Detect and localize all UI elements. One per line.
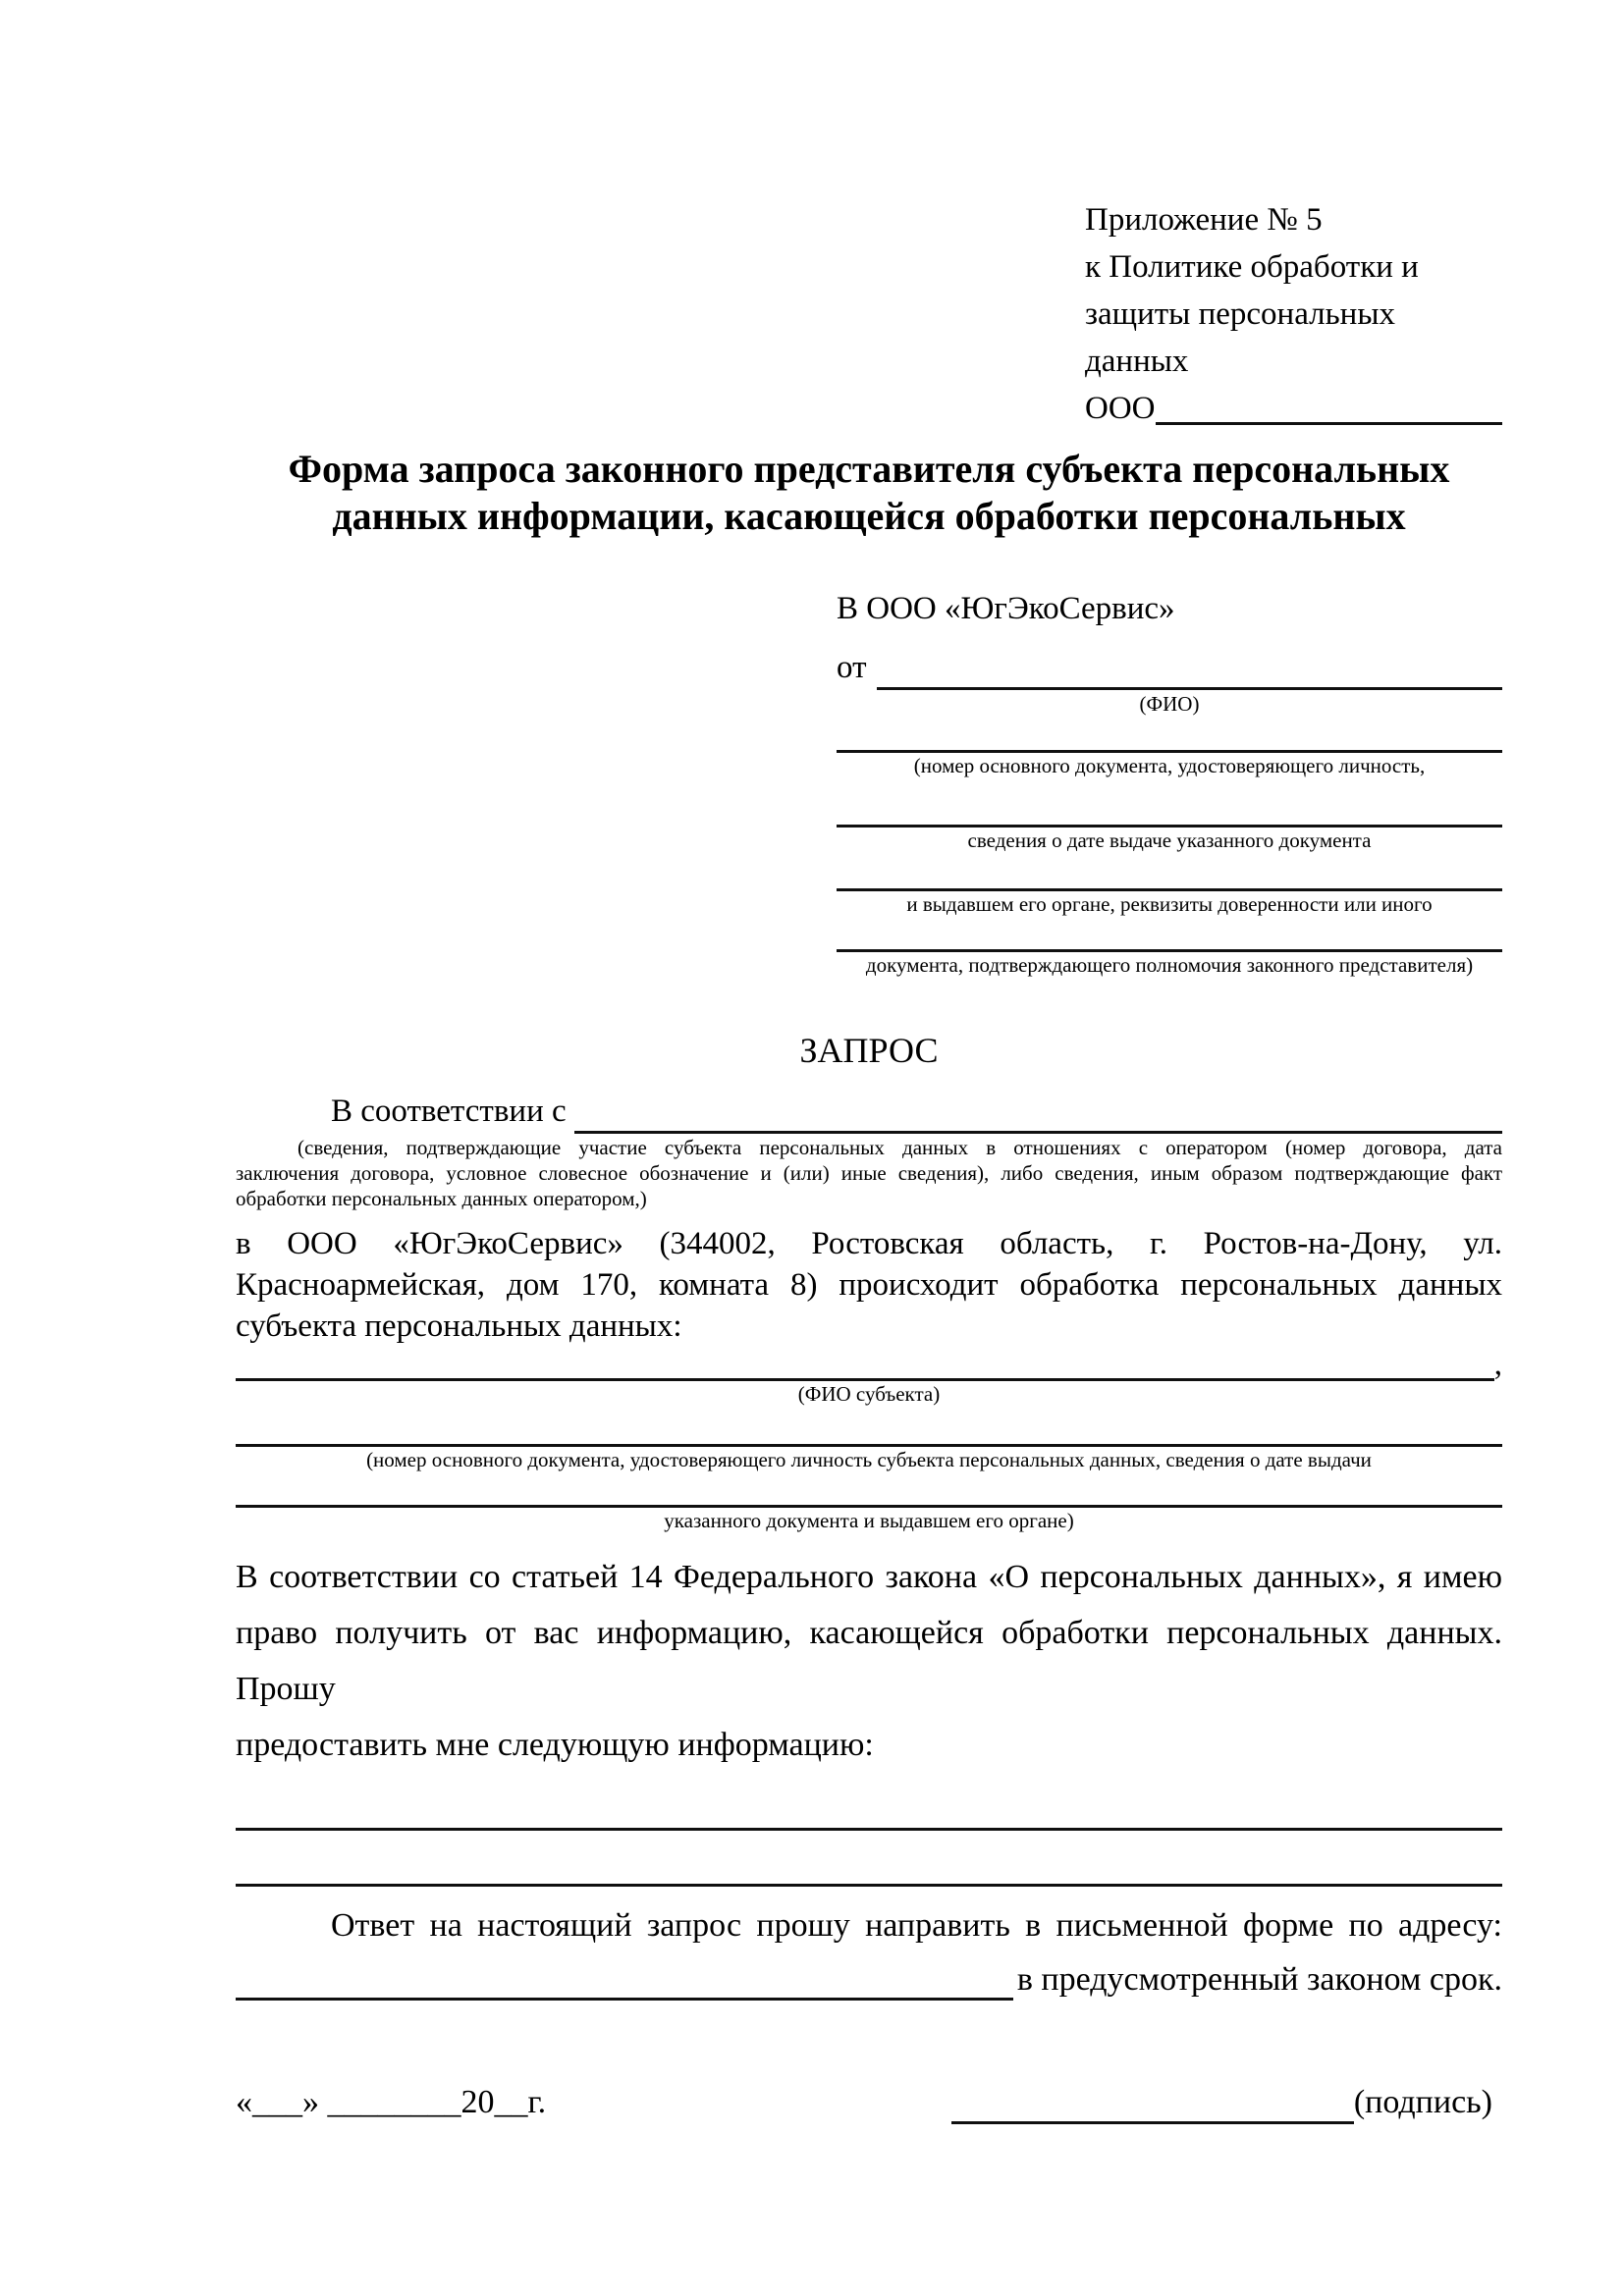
signature-blank: [951, 2082, 1354, 2124]
form-title-line1: Форма запроса законного представителя субъекта персональных: [288, 447, 1450, 491]
answer-address-row: [236, 1959, 1502, 2001]
subject-doc-field: [236, 1505, 1502, 1533]
representative-doc-field: [837, 825, 1502, 853]
operator-line: в ООО «ЮгЭкоСервис» (344002, Ростовская область, г. Ростов-на-Дону, ул.: [236, 1226, 1502, 1261]
request-heading: ЗАПРОС: [799, 1031, 939, 1070]
ooo-name-blank: [1156, 385, 1503, 425]
appendix-line: к Политике обработки и: [1085, 249, 1419, 285]
signature-caption: (подпись): [1353, 2084, 1492, 2120]
addressee-organization: В ООО «ЮгЭкоСервис»: [837, 591, 1175, 626]
field-caption: документа, подтверждающего полномочия законного представителя): [865, 953, 1474, 977]
subject-doc-caption: указанного документа и выдавшем его органе): [664, 1509, 1074, 1532]
appendix-note: [1085, 196, 1502, 432]
subject-fio-blank: [236, 1353, 1494, 1381]
relation-info-blank: [574, 1088, 1502, 1134]
operator-paragraph: [236, 1223, 1502, 1347]
fio-caption: (ФИО): [1139, 692, 1200, 716]
law-line: право получить от вас информацию, касающейся обработки персональных данных. Прошу: [236, 1615, 1502, 1707]
form-title: [236, 446, 1502, 540]
subject-doc-field: [236, 1444, 1502, 1472]
representative-fio-blank: [877, 644, 1503, 690]
subject-fio-caption: (ФИО субъекта): [797, 1382, 941, 1406]
intro-caption-line: (сведения, подтверждающие участие субъекта персональных данных в отношениях с оператором (номер договора, дата: [298, 1136, 1502, 1159]
answer-address-blank: [236, 1962, 1013, 2001]
appendix-line: защиты персональных данных: [1085, 296, 1395, 379]
date-blank: «___» ________20__г.: [236, 2084, 547, 2120]
intro-row: [236, 1088, 1502, 1135]
representative-doc-field: [837, 888, 1502, 917]
answer-suffix: в предусмотренный законом срок.: [1016, 1961, 1502, 1998]
trailing-comma: ,: [1493, 1347, 1502, 1382]
info-request-blank-line: [236, 1884, 1502, 1887]
field-caption: сведения о дате выдаче указанного документа: [967, 828, 1372, 852]
representative-doc-field: [837, 750, 1502, 778]
appendix-ooo-row: [1085, 385, 1502, 432]
answer-paragraph: Ответ на настоящий запрос прошу направить в письменной форме по адресу:: [331, 1907, 1502, 1944]
law-line: предоставить мне следующую информацию:: [236, 1727, 874, 1763]
ooo-label: ООО: [1085, 391, 1156, 426]
intro-caption: [236, 1135, 1502, 1211]
addressee-block: [837, 585, 1502, 978]
operator-line: Красноармейская, дом 170, комната 8) происходит обработка персональных данных: [236, 1267, 1502, 1303]
appendix-line: Приложение № 5: [1085, 202, 1323, 238]
subject-fio-row: [236, 1349, 1502, 1381]
from-row: [837, 644, 1502, 691]
info-request-blank-line: [236, 1828, 1502, 1831]
field-caption: и выдавшем его органе, реквизиты доверенности или иного: [906, 892, 1433, 916]
signature-group: [951, 2081, 1492, 2124]
from-label: от: [837, 650, 867, 685]
footer-row: [236, 2081, 1502, 2124]
form-title-line2: данных информации, касающейся обработки персональных: [332, 494, 1406, 538]
law-paragraph: [236, 1549, 1502, 1773]
intro-caption-line: заключения договора, условное словесное обозначение и (или) иные сведения), либо сведения, иным образом подтверждающие факт: [236, 1161, 1502, 1185]
operator-line: субъекта персональных данных:: [236, 1308, 682, 1344]
intro-prefix: В соответствии с: [331, 1094, 567, 1129]
representative-doc-field: [837, 949, 1502, 978]
intro-caption-line: обработки персональных данных оператором,): [236, 1187, 647, 1210]
law-line: В соответствии со статьей 14 Федерального закона «О персональных данных», я имею: [236, 1559, 1502, 1595]
subject-doc-caption: (номер основного документа, удостоверяющего личность субъекта персональных данных, сведения о дате выдачи: [366, 1448, 1372, 1471]
field-caption: (номер основного документа, удостоверяющего личность,: [913, 754, 1426, 777]
